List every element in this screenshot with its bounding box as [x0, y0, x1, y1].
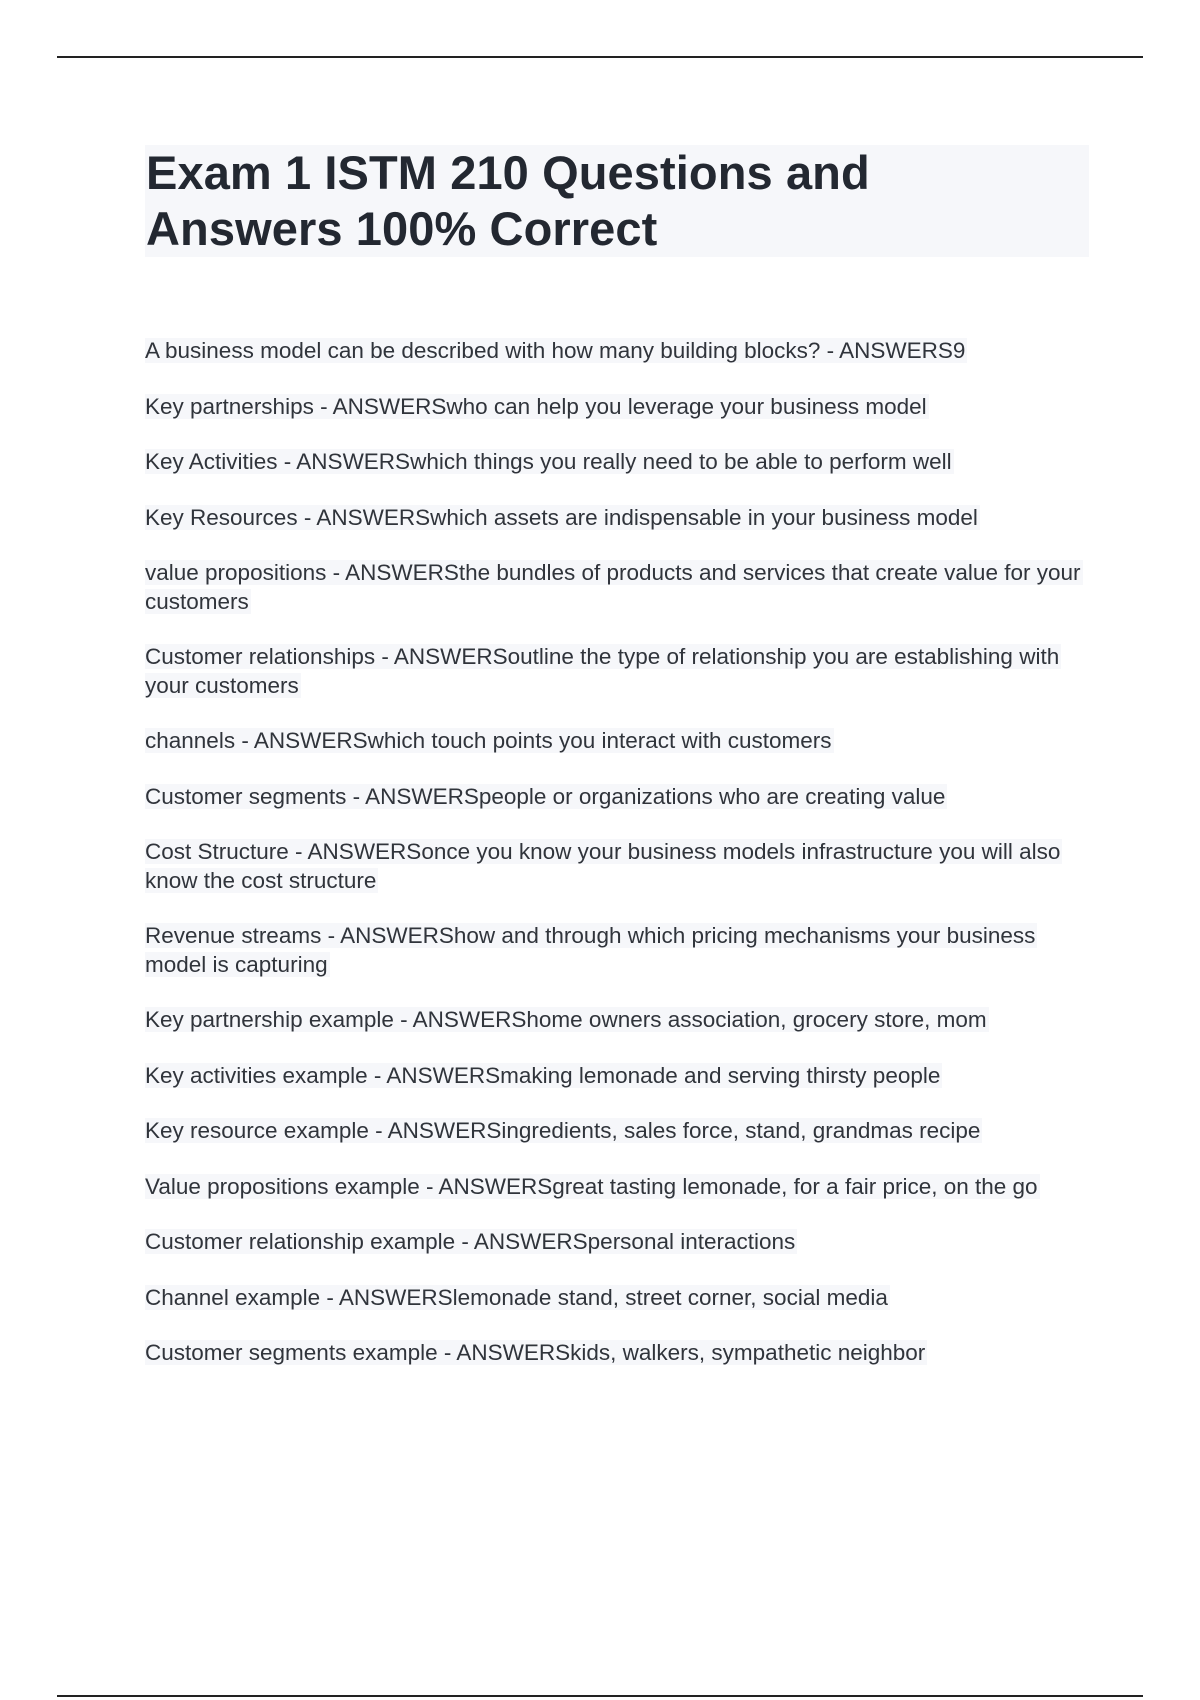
qa-text: Key Resources - ANSWERSwhich assets are indispensable in your business model: [145, 504, 978, 530]
qa-item: [145, 504, 1089, 533]
qa-text: Channel example - ANSWERSlemonade stand, street corner, social media: [145, 1284, 888, 1310]
qa-text: Key Activities - ANSWERSwhich things you really need to be able to perform well: [145, 449, 952, 474]
title-block: [145, 145, 1089, 257]
qa-text: Value propositions example - ANSWERSgreat tasting lemonade, for a fair price, on the go: [145, 1173, 1038, 1199]
bottom-divider: [57, 1695, 1143, 1697]
title-line-1: Exam 1 ISTM 210 Questions and: [146, 146, 870, 199]
qa-text: channels - ANSWERSwhich touch points you interact with customers: [145, 728, 832, 753]
qa-item: [145, 783, 1089, 812]
qa-item: [145, 1228, 1089, 1257]
qa-item: [145, 643, 1089, 700]
qa-item: [145, 922, 1089, 979]
qa-text: Customer segments - ANSWERSpeople or organizations who are creating value: [145, 783, 946, 809]
qa-item: [145, 1117, 1089, 1146]
qa-text: Key activities example - ANSWERSmaking lemonade and serving thirsty people: [145, 1062, 941, 1088]
qa-item: [145, 337, 1089, 366]
qa-item: [145, 559, 1089, 616]
qa-item: [145, 1173, 1089, 1202]
qa-text: Key partnerships - ANSWERSwho can help you leverage your business model: [145, 393, 927, 419]
qa-item: [145, 448, 1089, 477]
qa-text: Key partnership example - ANSWERShome owners association, grocery store, mom: [145, 1007, 987, 1032]
qa-text: value propositions - ANSWERSthe bundles of products and services that create value for your customers: [145, 560, 1081, 614]
qa-text: Customer relationships - ANSWERSoutline the type of relationship you are establishing with your customers: [145, 644, 1060, 698]
qa-item: [145, 1339, 1089, 1368]
qa-text: Customer relationship example - ANSWERSpersonal interactions: [145, 1229, 796, 1254]
qa-text: Key resource example - ANSWERSingredients, sales force, stand, grandmas recipe: [145, 1118, 981, 1143]
qa-text: A business model can be described with how many building blocks? - ANSWERS9: [145, 338, 966, 363]
top-divider: [57, 56, 1143, 58]
qa-text: Revenue streams - ANSWERShow and through which pricing mechanisms your business model is capturing: [145, 923, 1036, 977]
qa-text: Cost Structure - ANSWERSonce you know your business models infrastructure you will also know the cost structure: [145, 839, 1061, 893]
qa-item: [145, 838, 1089, 895]
qa-item: [145, 1006, 1089, 1035]
title-line-2: Answers 100% Correct: [146, 202, 658, 255]
page-title: [145, 145, 1089, 257]
qa-item: [145, 1062, 1089, 1091]
qa-text: Customer segments example - ANSWERSkids, walkers, sympathetic neighbor: [145, 1340, 926, 1365]
qa-item: [145, 727, 1089, 756]
qa-item: [145, 1284, 1089, 1313]
qa-item: [145, 393, 1089, 422]
qa-list: [145, 337, 1089, 1395]
